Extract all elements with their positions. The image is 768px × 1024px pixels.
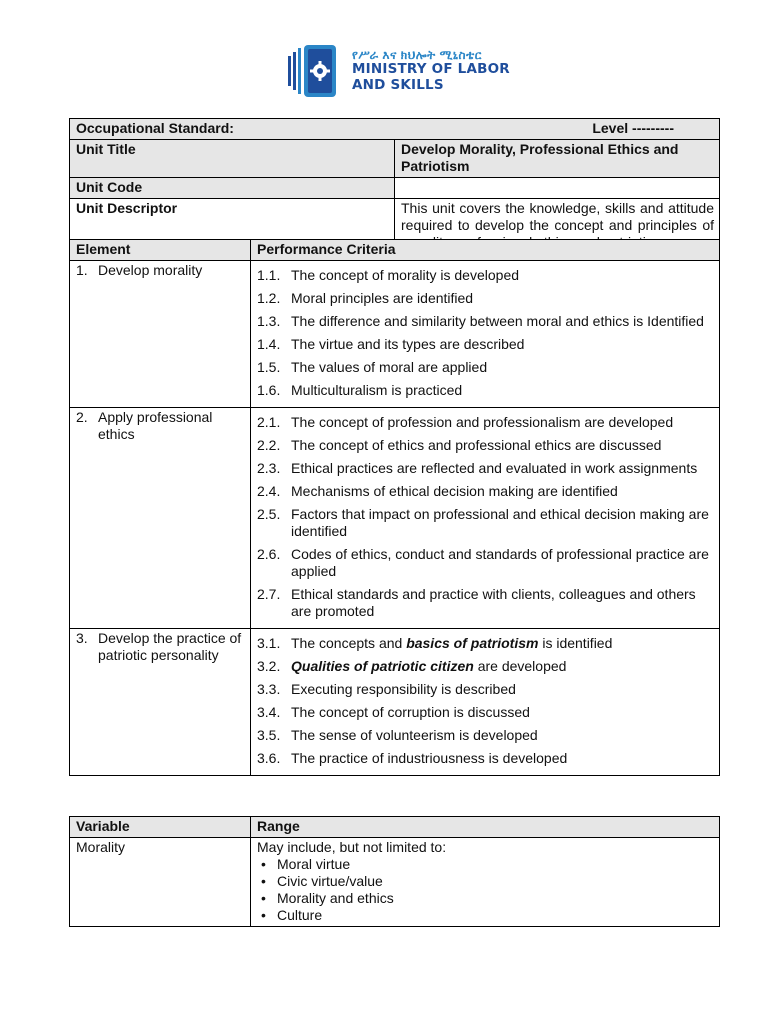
- criterion-text: The difference and similarity between moral and ethics is Identified: [291, 313, 704, 329]
- criterion: [257, 382, 714, 399]
- criterion: [257, 313, 714, 330]
- unit-code-label: Unit Code: [70, 178, 395, 199]
- performance-criteria-table: [69, 239, 720, 776]
- bullet-icon: •: [261, 856, 266, 872]
- criterion: [257, 681, 714, 698]
- criterion-text: The practice of industriousness is developed: [291, 750, 568, 766]
- unit-descriptor-label: Unit Descriptor: [70, 199, 395, 254]
- criterion: [257, 546, 714, 580]
- criterion-number: 1.6.: [257, 382, 281, 398]
- ministry-logo: [286, 42, 510, 100]
- criterion-text-emphasis: Qualities of patriotic citizen: [291, 658, 474, 674]
- element-cell: [70, 629, 251, 776]
- criterion-number: 2.7.: [257, 586, 281, 602]
- criterion: [257, 586, 714, 620]
- criterion: [257, 483, 714, 500]
- criterion: [257, 414, 714, 431]
- criterion-text: Factors that impact on professional and ethical decision making are identified: [291, 506, 709, 539]
- criteria-cell: [251, 261, 720, 408]
- element-text: Develop the practice of patriotic personality: [98, 630, 242, 663]
- element-number: 1.: [76, 262, 88, 278]
- criterion-text: Mechanisms of ethical decision making are identified: [291, 483, 618, 499]
- range-bullet-item: [257, 873, 714, 890]
- element-text: Develop morality: [98, 262, 203, 278]
- range-bullet-text: Civic virtue/value: [277, 873, 383, 889]
- criterion-text: The concept of corruption is discussed: [291, 704, 530, 720]
- criteria-cell: [251, 629, 720, 776]
- criterion-number: 3.1.: [257, 635, 281, 651]
- element-row: [70, 261, 720, 408]
- element-name: [76, 262, 245, 279]
- criterion: [257, 460, 714, 477]
- criterion: [257, 704, 714, 721]
- level-label: Level ---------: [592, 120, 674, 136]
- criteria-column-header: Performance Criteria: [251, 240, 720, 261]
- criterion: [257, 437, 714, 454]
- criterion-text: Moral principles are identified: [291, 290, 474, 306]
- criterion-number: 3.5.: [257, 727, 281, 743]
- ministry-name-amharic: የሥራ እና ክህሎት ሚኒስቴር: [352, 47, 482, 62]
- criteria-header-row: [70, 240, 720, 261]
- unit-info-table: [69, 118, 720, 254]
- criteria-cell: [251, 408, 720, 629]
- criterion-number: 2.2.: [257, 437, 281, 453]
- variable-cell: Morality: [70, 838, 251, 927]
- element-cell: [70, 408, 251, 629]
- range-bullet-text: Culture: [277, 907, 323, 923]
- occupational-standard-row: [70, 119, 720, 140]
- criterion-text: The values of moral are applied: [291, 359, 488, 375]
- criterion-number: 3.4.: [257, 704, 281, 720]
- element-row: [70, 629, 720, 776]
- criterion-number: 2.5.: [257, 506, 281, 522]
- range-bullet-item: [257, 907, 714, 924]
- criterion-text: [291, 635, 714, 652]
- element-number: 3.: [76, 630, 88, 646]
- criterion-text-pre: The concepts and: [291, 635, 407, 651]
- range-column-header: Range: [251, 817, 720, 838]
- criterion-number: 2.6.: [257, 546, 281, 562]
- element-column-header: Element: [70, 240, 251, 261]
- criterion-text: The concept of profession and professionalism are developed: [291, 414, 674, 430]
- criterion: [257, 727, 714, 744]
- range-bullet-text: Moral virtue: [277, 856, 351, 872]
- criterion-number: 1.1.: [257, 267, 281, 283]
- criterion: [257, 750, 714, 767]
- criterion-number: 1.3.: [257, 313, 281, 329]
- criterion: [257, 290, 714, 307]
- ministry-name: [352, 49, 510, 94]
- criterion-text: The sense of volunteerism is developed: [291, 727, 538, 743]
- unit-code-row: [70, 178, 720, 199]
- criterion-text: Codes of ethics, conduct and standards of professional practice are applied: [291, 546, 709, 579]
- criterion-text-emphasis: basics of patriotism: [406, 635, 539, 651]
- criterion-number: 1.5.: [257, 359, 281, 375]
- criterion-text: Ethical standards and practice with clients, colleagues and others are promoted: [291, 586, 696, 619]
- criterion-text: Executing responsibility is described: [291, 681, 516, 697]
- range-bullet-item: [257, 856, 714, 873]
- criterion: [257, 267, 714, 284]
- ministry-name-line1: MINISTRY OF LABOR: [352, 61, 510, 78]
- element-text: Apply professional ethics: [98, 409, 213, 442]
- criterion-number: 3.2.: [257, 658, 281, 674]
- criterion-text: Multiculturalism is practiced: [291, 382, 463, 398]
- criterion: [257, 506, 714, 540]
- criterion-number: 1.2.: [257, 290, 281, 306]
- criterion: [257, 336, 714, 353]
- criterion: [257, 635, 714, 652]
- bullet-icon: •: [261, 873, 266, 889]
- element-number: 2.: [76, 409, 88, 425]
- element-cell: [70, 261, 251, 408]
- criterion: [257, 658, 714, 675]
- range-bullet-list: [257, 856, 714, 924]
- unit-title-row: [70, 140, 720, 178]
- bullet-icon: •: [261, 907, 266, 923]
- range-header-row: [70, 817, 720, 838]
- unit-descriptor-value: This unit covers the knowledge, skills and attitude required to develop the concept and principles of: [395, 199, 720, 254]
- range-cell: [251, 838, 720, 927]
- criterion: [257, 359, 714, 376]
- element-name: [76, 630, 245, 664]
- range-row: [70, 838, 720, 927]
- criterion-text: The virtue and its types are described: [291, 336, 525, 352]
- criterion-number: 3.6.: [257, 750, 281, 766]
- unit-title-value: Develop Morality, Professional Ethics and Patriotism: [395, 140, 720, 178]
- range-bullet-item: [257, 890, 714, 907]
- occupational-standard-label: Occupational Standard:: [76, 120, 234, 136]
- range-intro: May include, but not limited to:: [257, 839, 447, 855]
- criterion-number: 2.4.: [257, 483, 281, 499]
- ministry-emblem-icon: [286, 42, 344, 100]
- criterion-number: 2.3.: [257, 460, 281, 476]
- range-table: [69, 816, 720, 927]
- criterion-number: 2.1.: [257, 414, 281, 430]
- criterion-number: 3.3.: [257, 681, 281, 697]
- variable-column-header: Variable: [70, 817, 251, 838]
- unit-title-label: Unit Title: [70, 140, 395, 178]
- unit-code-value: [395, 178, 720, 199]
- criterion-text-post: are developed: [473, 658, 567, 674]
- criterion-text: The concept of ethics and professional ethics are discussed: [291, 437, 662, 453]
- criterion-text: [291, 658, 714, 675]
- ministry-name-line2: AND SKILLS: [352, 76, 444, 93]
- criterion-text: The concept of morality is developed: [291, 267, 520, 283]
- bullet-icon: •: [261, 890, 266, 906]
- range-bullet-text: Morality and ethics: [277, 890, 394, 906]
- criterion-text-post: is identified: [538, 635, 613, 651]
- occupational-standard-cell: [70, 119, 720, 140]
- criterion-number: 1.4.: [257, 336, 281, 352]
- element-name: [76, 409, 245, 443]
- element-row: [70, 408, 720, 629]
- criterion-text: Ethical practices are reflected and evaluated in work assignments: [291, 460, 698, 476]
